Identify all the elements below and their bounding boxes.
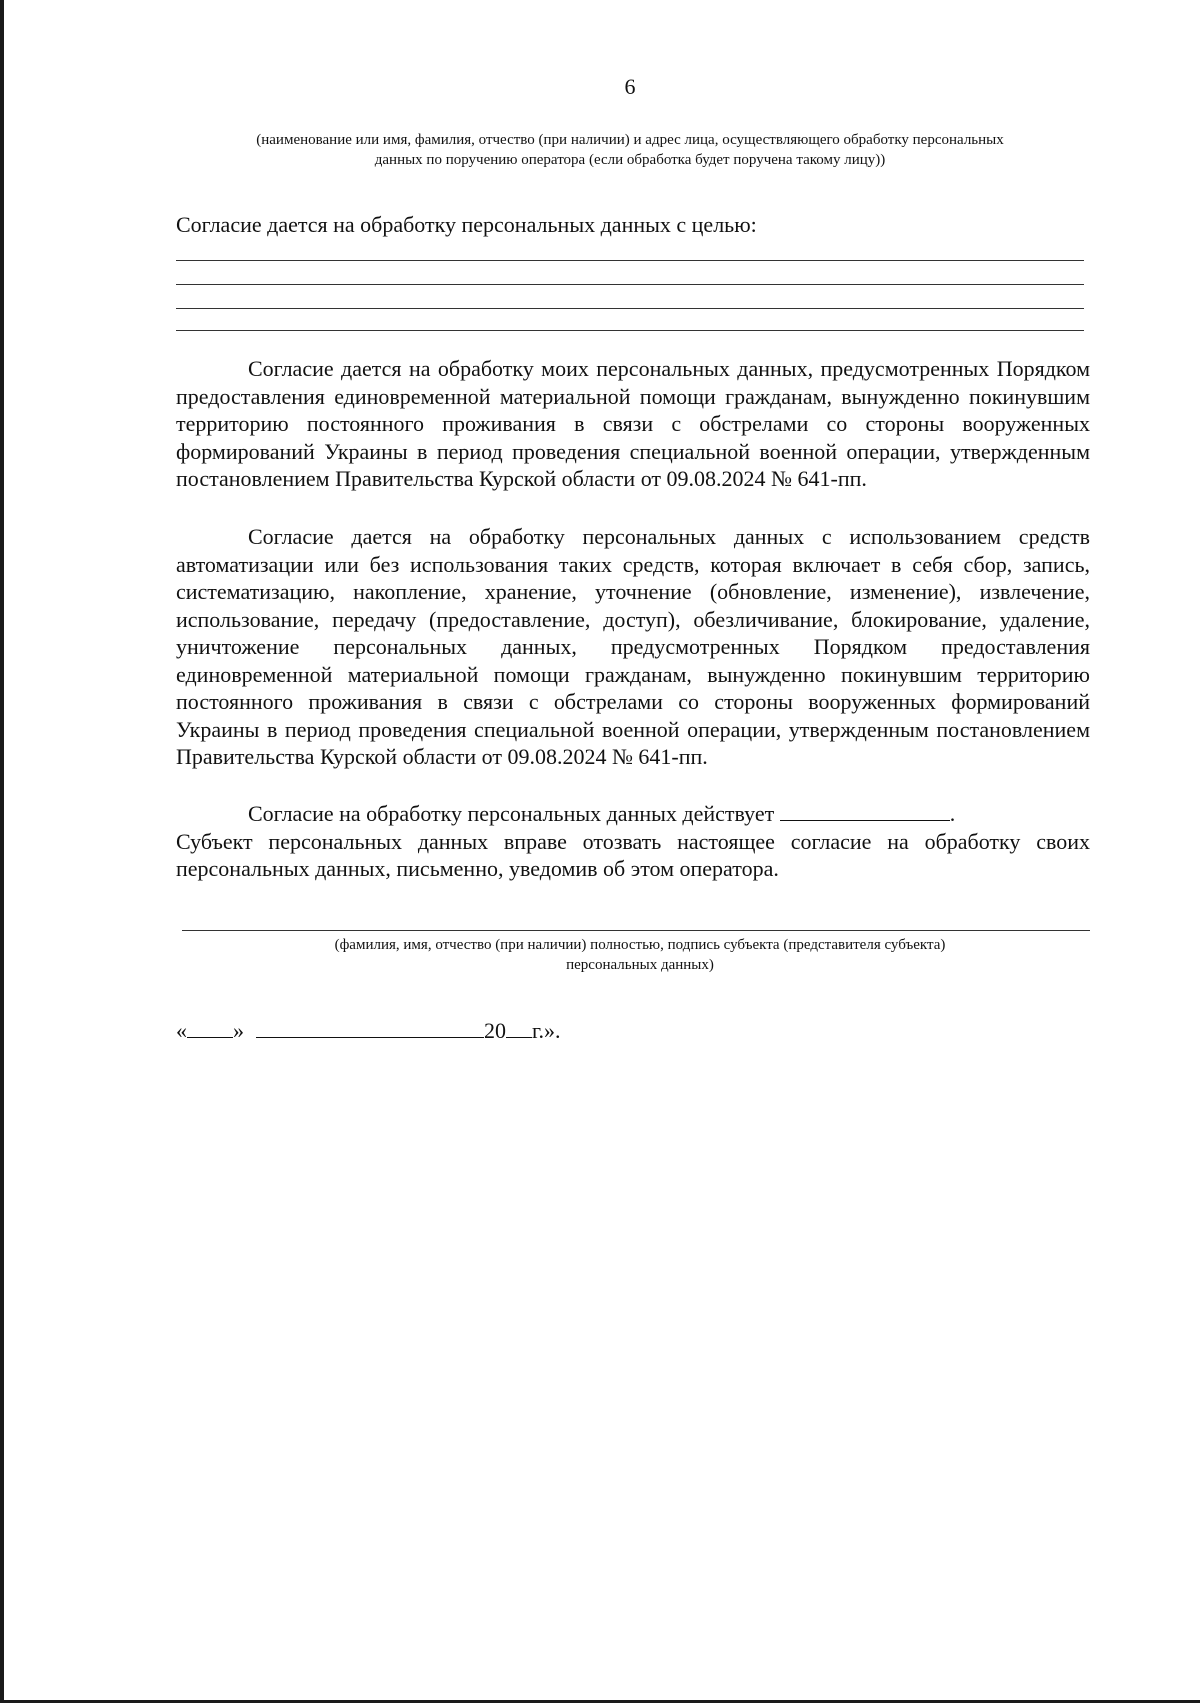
consent-validity-line: [176, 800, 1090, 828]
purpose-fill-line-4[interactable]: [176, 330, 1084, 331]
operator-caption-line-2: данных по поручению оператора (если обработка будет поручена такому лицу)): [374, 152, 886, 168]
subject-caption: [200, 935, 1080, 975]
scan-left-border: [0, 0, 4, 1703]
purpose-fill-line-1[interactable]: [176, 260, 1084, 261]
consent-validity-text: Согласие на обработку персональных данных действует: [248, 801, 775, 826]
consent-scope-text: Согласие дается на обработку моих персональных данных, предусмотренных Порядком предоставления единовременной материальной помощи гражданам, вынужденно покинувшим территорию постоянного проживания в связи с обстрелами со стороны вооруженных формирований Украины в период проведения специальной военной операции, утвержденным постановлением Правительства Курской области от 09.08.2024 № 641-пп.: [176, 356, 1090, 491]
consent-method-paragraph: [176, 523, 1090, 771]
date-year-blank[interactable]: [506, 1019, 532, 1038]
purpose-heading: Согласие дается на обработку персональных данных с целью:: [176, 212, 757, 237]
date-close-quote: »: [233, 1018, 244, 1043]
consent-validity-block: [176, 800, 1090, 883]
purpose-fill-line-3[interactable]: [176, 308, 1084, 309]
date-month-blank[interactable]: [256, 1019, 484, 1038]
consent-method-text: Согласие дается на обработку персональных данных с использованием средств автоматизации или без использования таких средств, которая включает в себя сбор, запись, систематизацию, накопление, хранение, уточнение (обновление, изменение), извлечение, использование, передачу (предоставление, доступ), обезличивание, блокирование, удаление, уничтожение персональных данных, предусмотренных Порядком предоставления единовременной материальной помощи гражданам, вынужденно покинувшим территорию постоянного проживания в связи с обстрелами со стороны вооруженных формирований Украины в период проведения специальной военной операции, утвержденным постановлением Правительства Курской области от 09.08.2024 № 641-пп.: [176, 524, 1090, 769]
signature-date: [176, 1018, 561, 1044]
date-century: 20: [484, 1018, 506, 1043]
consent-scope-paragraph: [176, 355, 1090, 493]
withdrawal-text: Субъект персональных данных вправе отозвать настоящее согласие на обработку своих персональных данных, письменно, уведомив об этом оператора.: [176, 828, 1090, 881]
purpose-fill-line-2[interactable]: [176, 284, 1084, 285]
validity-period-blank[interactable]: [780, 802, 950, 821]
subject-signature-line[interactable]: [182, 930, 1090, 931]
page-number: 6: [624, 74, 636, 99]
date-open-quote: «: [176, 1018, 187, 1043]
validity-period-dot: .: [949, 801, 956, 826]
date-day-blank[interactable]: [187, 1019, 233, 1038]
subject-caption-line-1: (фамилия, имя, отчество (при наличии) полностью, подпись субъекта (представителя субъекта): [334, 937, 946, 953]
operator-caption: [170, 130, 1090, 170]
operator-caption-line-1: (наименование или имя, фамилия, отчество (при наличии) и адрес лица, осуществляющего обработку персональных: [256, 132, 1004, 148]
subject-caption-line-2: персональных данных): [566, 957, 714, 973]
date-suffix: г.».: [532, 1018, 561, 1043]
